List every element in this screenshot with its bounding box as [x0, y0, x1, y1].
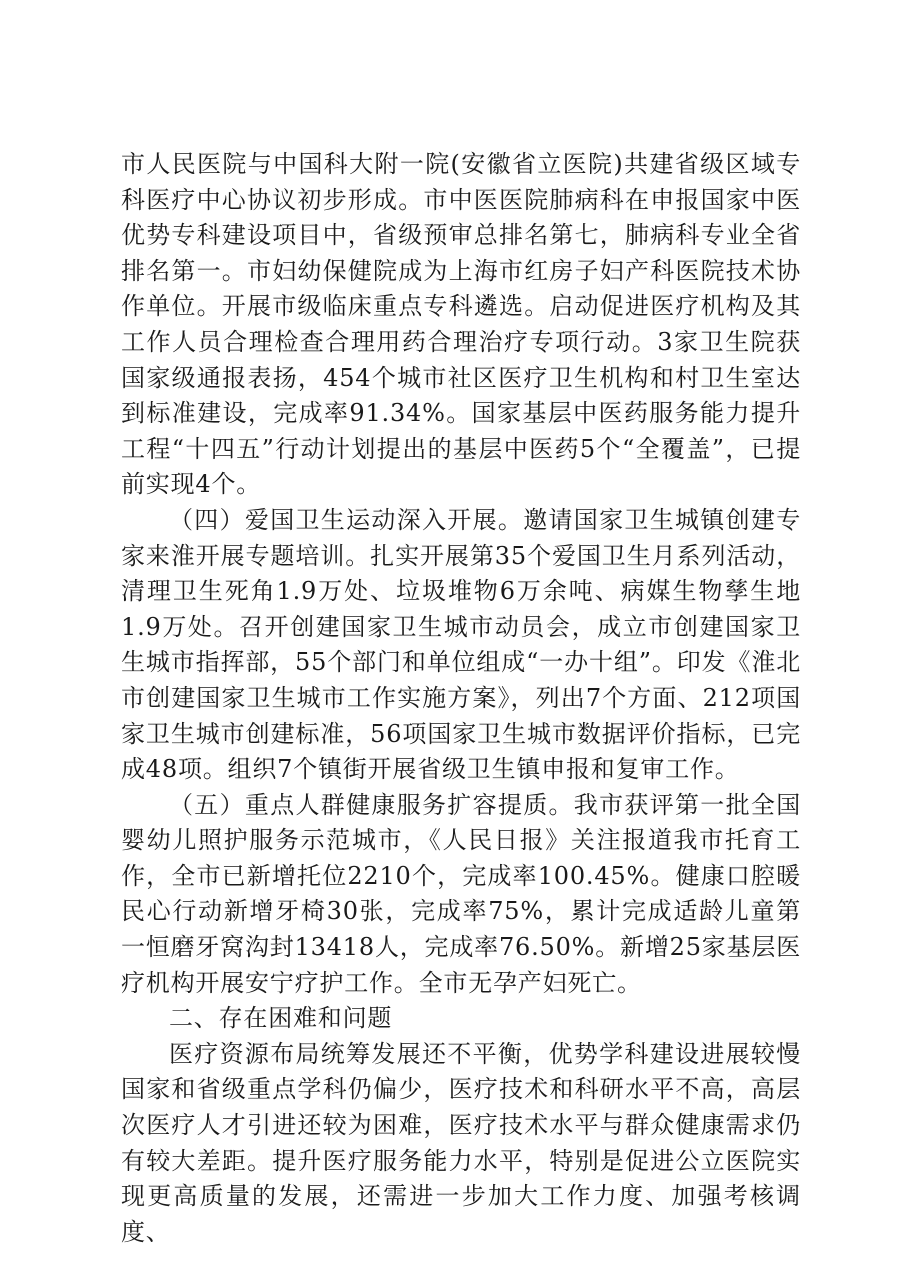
document-body: [121, 147, 801, 1250]
paragraph-patriotic-health: （四）爱国卫生运动深入开展。邀请国家卫生城镇创建专家来淮开展专题培训。扎实开展第35个爱国卫生月系列活动，清理卫生死角1.9万处、垃圾堆物6万余吨、病媒生物孳生地1.9万处。召开创建国家卫生城市动员会，成立市创建国家卫生城市指挥部，55个部门和单位组成“一办十组”。印发《淮北市创建国家卫生城市工作实施方案》，列出7个方面、212项国家卫生城市创建标准，56项国家卫生城市数据评价指标，已完成48项。组织7个镇街开展省级卫生镇申报和复审工作。: [121, 505, 801, 784]
paragraph-key-population-services: （五）重点人群健康服务扩容提质。我市获评第一批全国婴幼儿照护服务示范城市，《人民日报》关注报道我市托育工作，全市已新增托位2210个，完成率100.45%。健康口腔暖民心行动新增牙椅30张，完成率75%，累计完成适龄儿童第一恒磨牙窝沟封13418人，完成率76.50%。新增25家基层医疗机构开展安宁疗护工作。全市无孕产妇死亡。: [121, 790, 801, 997]
section-heading-problems: 二、存在困难和问题: [169, 1004, 393, 1033]
paragraph-hospital-cooperation: 市人民医院与中国科大附一院(安徽省立医院)共建省级区域专科医疗中心协议初步形成。市中医医院肺病科在申报国家中医优势专科建设项目中，省级预审总排名第七，肺病科专业全省排名第一。市妇幼保健院成为上海市红房子妇产科医院技术协作单位。开展市级临床重点专科遴选。启动促进医疗机构及其工作人员合理检查合理用药合理治疗专项行动。3家卫生院获国家级通报表扬，454个城市社区医疗卫生机构和村卫生室达到标准建设，完成率91.34%。国家基层中医药服务能力提升工程“十四五”行动计划提出的基层中医药5个“全覆盖”，已提前实现4个。: [121, 150, 801, 499]
paragraph-problems: 医疗资源布局统筹发展还不平衡，优势学科建设进展较慢国家和省级重点学科仍偏少，医疗技术和科研水平不高，高层次医疗人才引进还较为困难，医疗技术水平与群众健康需求仍有较大差距。提升医疗服务能力水平，特别是促进公立医院实现更高质量的发展，还需进一步加大工作力度、加强考核调度、: [121, 1039, 801, 1246]
